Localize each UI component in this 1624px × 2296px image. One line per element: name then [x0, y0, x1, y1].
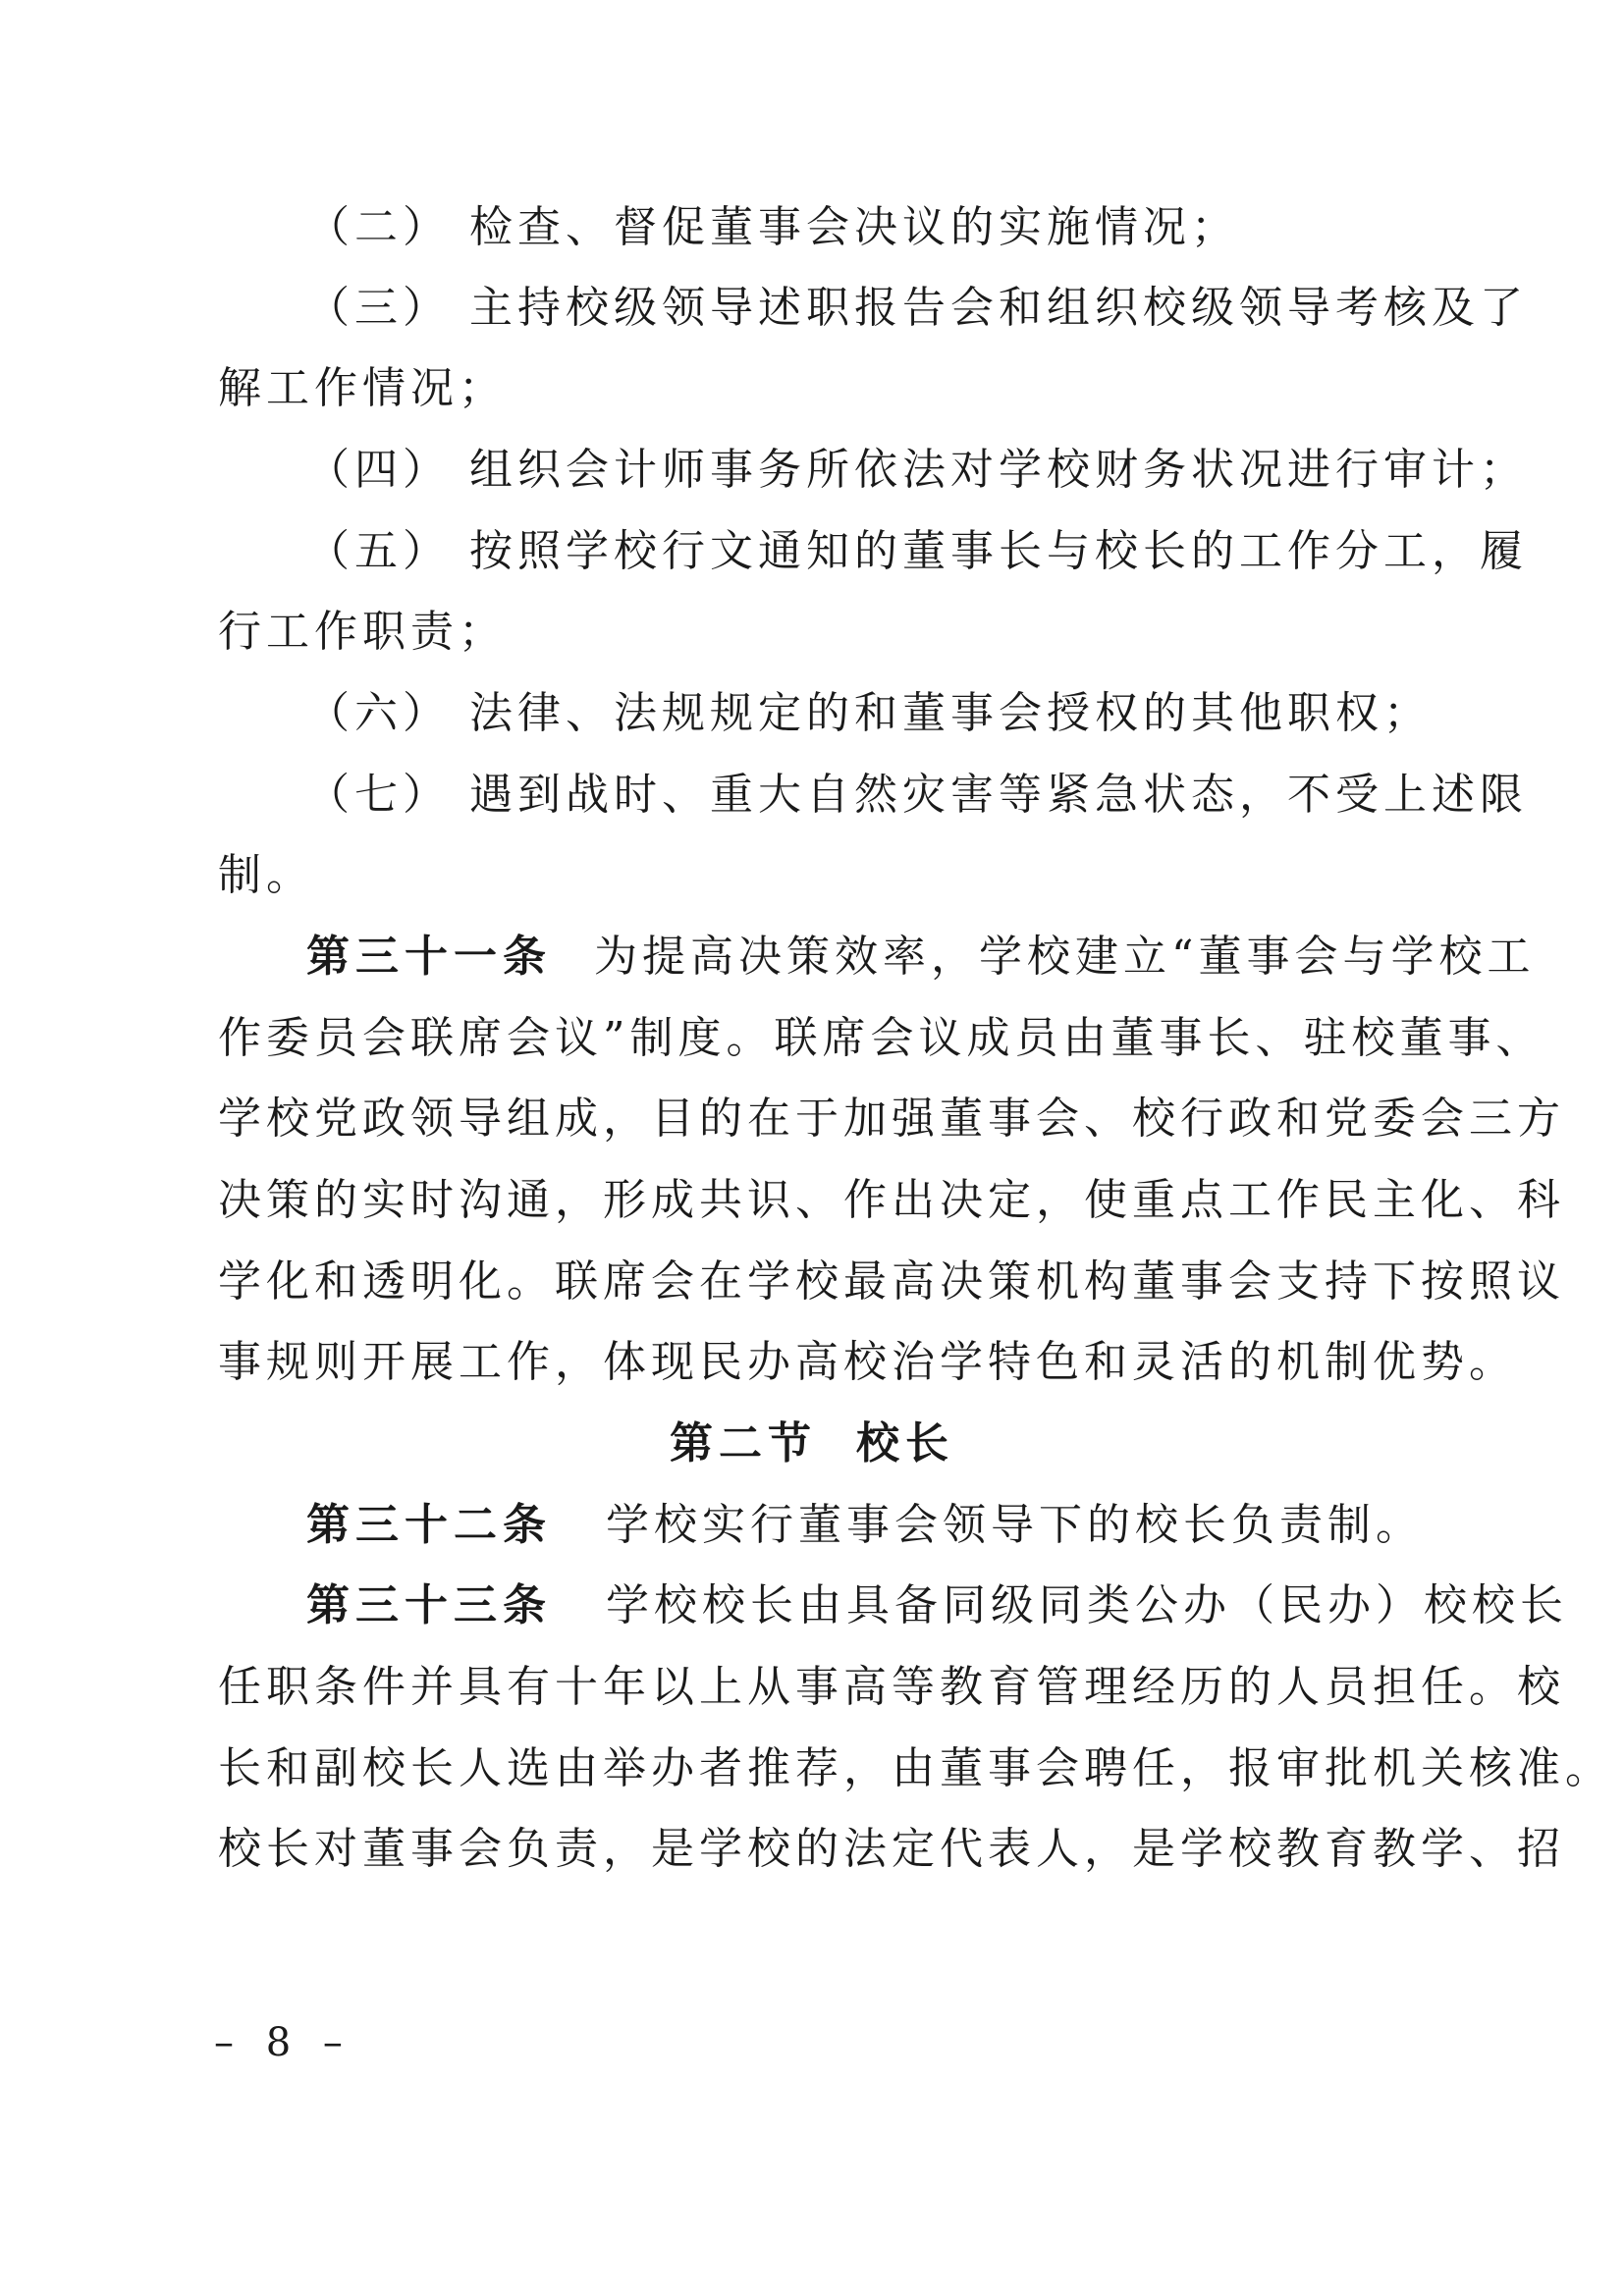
page-number: – 8 –: [214, 2020, 352, 2065]
article-31-line-4: 决策的实时沟通，形成共识、作出决定，使重点工作民主化、科: [218, 1175, 1565, 1225]
article-31-line-2: 作委员会联席会议”制度。联席会议成员由董事长、驻校董事、: [218, 1013, 1544, 1063]
item-five-line-1: （五） 按照学校行文通知的董事长与校长的工作分工，履: [306, 526, 1528, 576]
item-four: （四） 组织会计师事务所依法对学校财务状况进行审计；: [306, 445, 1528, 495]
article-32-line-1: [306, 1496, 1426, 1555]
section-number: 第二节: [670, 1418, 817, 1468]
article-32-text: 学校实行董事会领导下的校长负责制。: [606, 1500, 1424, 1550]
article-33-text: 学校校长由具备同级同类公办（民办）校校长: [606, 1580, 1568, 1630]
item-five-line-2: 行工作职责；: [218, 607, 507, 657]
article-31-text: 为提高决策效率，学校建立“董事会与学校工: [594, 932, 1536, 982]
article-31-label: 第三十一条: [306, 932, 552, 982]
article-31-line-1: [306, 928, 1536, 987]
article-31-line-3: 学校党政领导组成，目的在于加强董事会、校行政和党委会三方: [218, 1094, 1565, 1144]
item-two: （二） 检查、督促董事会决议的实施情况；: [306, 202, 1239, 252]
item-seven-line-1: （七） 遇到战时、重大自然灾害等紧急状态，不受上述限: [306, 770, 1528, 820]
article-32-label: 第三十二条: [306, 1500, 552, 1550]
section-title: 校长: [856, 1418, 954, 1468]
article-31-line-6: 事规则开展工作，体现民办高校治学特色和灵活的机制优势。: [218, 1337, 1517, 1387]
article-33-line-2: 任职条件并具有十年以上从事高等教育管理经历的人员担任。校: [218, 1662, 1565, 1712]
article-33-label: 第三十三条: [306, 1580, 552, 1630]
item-six: （六） 法律、法规规定的和董事会授权的其他职权；: [306, 688, 1432, 738]
article-33-line-3: 长和副校长人选由举办者推荐，由董事会聘任，报审批机关核准。: [218, 1743, 1613, 1793]
item-three-line-1: （三） 主持校级领导述职报告会和组织校级领导考核及了: [306, 283, 1528, 333]
item-seven-line-2: 制。: [218, 850, 314, 900]
article-31-line-5: 学化和透明化。联席会在学校最高决策机构董事会支持下按照议: [218, 1256, 1565, 1307]
article-33-line-1: [306, 1576, 1568, 1635]
article-33-line-4: 校长对董事会负责，是学校的法定代表人，是学校教育教学、招: [218, 1824, 1565, 1874]
item-three-line-2: 解工作情况；: [218, 363, 507, 413]
section-heading: [0, 1415, 1624, 1473]
